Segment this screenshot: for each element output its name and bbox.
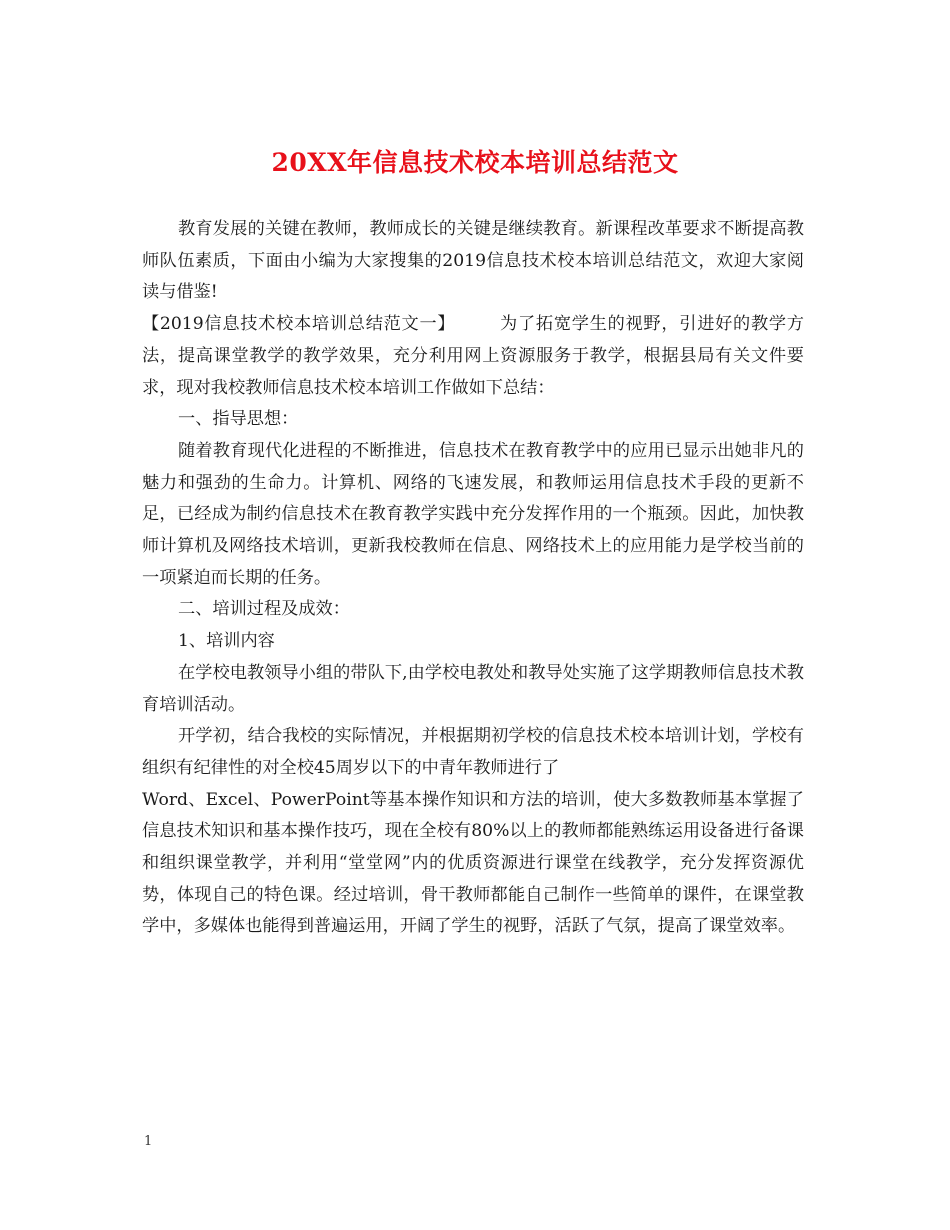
- training-content-paragraph: 在学校电教领导小组的带队下,由学校电教处和教导处实施了这学期教师信息技术教育培训活动。: [142, 662, 804, 715]
- guiding-ideology-paragraph: 随着教育现代化进程的不断推进，信息技术在教育教学中的应用已显示出她非凡的魅力和强劲的生命力。计算机、网络的飞速发展，和教师运用信息技术手段的更新不足，已经成为制约信息技术在教育教学实践中充分发挥作用的一个瓶颈。因此，加快教师计算机及网络技术培训，更新我校教师在信息、网络技术上的应用能力是学校当前的一项紧迫而长期的任务。: [142, 440, 804, 588]
- document-body: [142, 214, 804, 943]
- section-heading: 【2019信息技术校本培训总结范文一】: [142, 314, 456, 335]
- section-intro-text: 为了拓宽学生的视野，引进好的教学方法，提高课堂教学的教学效果，充分利用网上资源服务于教学，根据县局有关文件要求，现对我校教师信息技术校本培训工作做如下总结：: [142, 314, 804, 398]
- heading-training-content: 1、培训内容: [178, 631, 275, 652]
- intro-paragraph: 教育发展的关键在教师，教师成长的关键是继续教育。新课程改革要求不断提高教师队伍素质，下面由小编为大家搜集的2019信息技术校本培训总结范文，欢迎大家阅读与借鉴!: [142, 219, 804, 303]
- page-number: 1: [144, 1134, 153, 1149]
- heading-training-process: 二、培训过程及成效：: [178, 599, 350, 620]
- training-results-paragraph: Word、Excel、PowerPoint等基本操作知识和方法的培训，使大多数教师基本掌握了信息技术知识和基本操作技巧，现在全校有80%以上的教师都能熟练运用设备进行备课和组织课堂教学，并利用“堂堂网”内的优质资源进行课堂在线教学，充分发挥资源优势，体现自己的特色课。经过培训，骨干教师都能自己制作一些简单的课件，在课堂教学中，多媒体也能得到普遍运用，开阔了学生的视野，活跃了气氛，提高了课堂效率。: [142, 789, 804, 937]
- semester-start-paragraph: 开学初，结合我校的实际情况，并根据期初学校的信息技术校本培训计划，学校有组织有纪律性的对全校45周岁以下的中青年教师进行了: [142, 726, 804, 778]
- document-title: 20XX年信息技术校本培训总结范文: [271, 148, 679, 177]
- section-paragraph: [142, 309, 804, 404]
- heading-guiding-ideology: 一、指导思想：: [178, 409, 299, 430]
